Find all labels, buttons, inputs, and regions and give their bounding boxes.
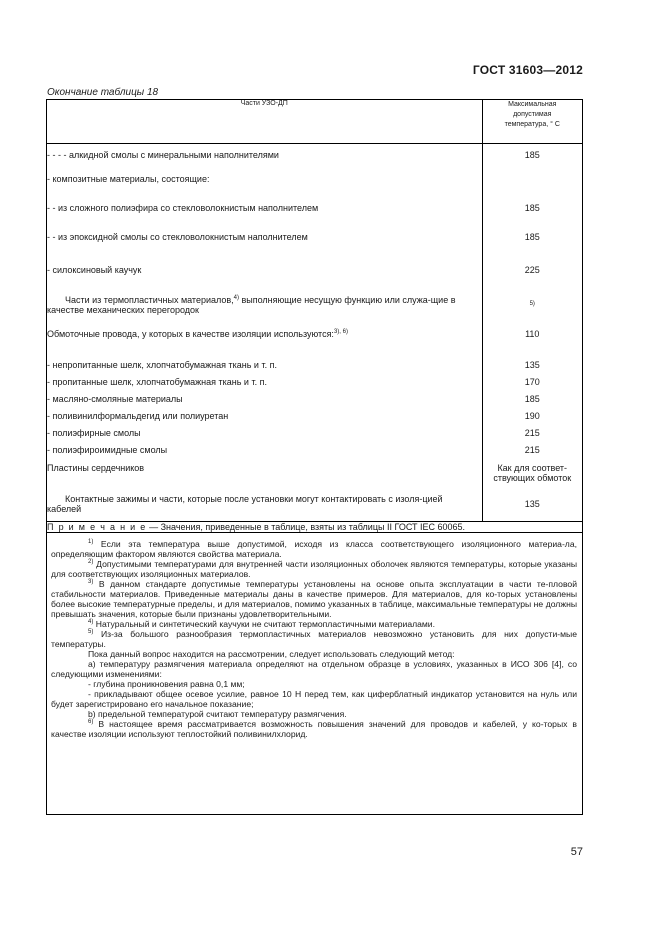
footnote-ref: 5) (529, 301, 535, 307)
footnote (51, 659, 577, 679)
row-value: 110 (525, 329, 540, 339)
row-label: - силоксиновый каучук (47, 265, 482, 295)
footnote (51, 679, 577, 689)
table-row (47, 203, 582, 232)
row-label-text: Контактные зажимы и части, которые после установки могут контактировать с изоля-цией кабелей (47, 494, 443, 514)
row-label: - пропитанные шелк, хлопчатобумажная ткань и т. п. (47, 377, 482, 394)
footnote-marker: 4) (88, 619, 94, 625)
row-value: 185 (524, 232, 540, 242)
row-label: - - из сложного полиэфира со стекловолокнистым наполнителем (47, 203, 482, 232)
row-label (47, 494, 482, 522)
table-frame (46, 99, 583, 815)
footnote-text: - глубина проникновения равна 0,1 мм; (88, 679, 245, 689)
table-caption: Окончание таблицы 18 (47, 87, 159, 98)
table-row (47, 144, 582, 175)
footnote-text: Пока данный вопрос находится на рассмотрении, следует использовать следующий метод: (88, 649, 455, 659)
table-row (47, 463, 582, 494)
row-label-part: Части из термопластичных материалов, (65, 295, 234, 305)
row-value: 190 (524, 411, 540, 421)
footnote (51, 629, 577, 649)
table-row (47, 411, 582, 428)
row-label: - полиэфироимидные смолы (47, 445, 482, 463)
page-number: 57 (570, 846, 583, 858)
column-header-line: температура, ° С (504, 121, 560, 128)
footnote-marker: 6) (88, 719, 94, 725)
footnote-marker: 1) (88, 539, 94, 545)
row-value: 185 (524, 203, 540, 213)
footnote-text: В настоящее время рассматривается возможность повышения значений для проводов и кабелей, у ко-торых в качестве изоляции используют теплостойкий поливинилхлорид. (51, 719, 577, 739)
row-label-part: Обмоточные провода, у которых в качестве изоляции используются: (47, 329, 334, 339)
row-value (482, 295, 582, 329)
row-value: 215 (524, 445, 540, 455)
row-value: 170 (524, 377, 540, 387)
row-label: - непропитанные шелк, хлопчатобумажная ткань и т. п. (47, 360, 482, 377)
table-note (47, 522, 582, 533)
table-note-row (47, 522, 582, 533)
footnote-text: Если эта температура выше допустимой, исходя из класса соответствующего изоляционного материа-ла, определяющим фактором являются свойства материала. (51, 539, 577, 559)
table-row (47, 428, 582, 445)
footnote-text: а) температуру размягчения материала определяют на отдельном образце в условиях, указанных в ИСО 306 [4], со следующими изменениями: (51, 659, 577, 679)
row-value: 135 (524, 499, 540, 509)
row-label: - - из эпоксидной смолы со стекловолокнистым наполнителем (47, 232, 482, 265)
footnote-text: - прикладывают общее осевое усилие, равное 10 Н перед тем, как циферблатный индикатор установится на нуль или будет зарегистрировано его начальное показание; (51, 689, 577, 709)
row-value: 135 (524, 360, 540, 370)
footnote-text: В данном стандарте допустимые температуры установлены на основе опыта эксплуатации в части те-пловой стабильности материалов. Приведенные материалы даны в качестве примеров. Для материалов, для ко-торых установлены более высокие температурные пределы, и для материалов, помимо указанных в таблице, максимальные температуры не должны превышать значения, которые были признаны удовлетворительными. (51, 579, 577, 619)
footnote (51, 719, 577, 739)
note-prefix: П р и м е ч а н и е (47, 522, 147, 532)
row-label: - полиэфирные смолы (47, 428, 482, 445)
footnote-text: Натуральный и синтетический каучуки не считают термопластичными материалами. (93, 619, 435, 629)
row-label: - - - - алкидной смолы с минеральными наполнителями (47, 144, 482, 175)
footnote-ref: 4) (233, 295, 239, 301)
footnote (51, 709, 577, 719)
row-value-line: ствующих обмоток (493, 473, 572, 483)
table-header-row (47, 100, 582, 144)
footnote (51, 559, 577, 579)
row-value (482, 174, 582, 203)
temperature-table (47, 100, 582, 533)
row-label: Пластины сердечников (47, 463, 482, 494)
column-header-line: допустимая (513, 111, 552, 118)
table-row (47, 494, 582, 522)
footnotes (47, 533, 582, 739)
standard-code: ГОСТ 31603—2012 (472, 63, 583, 77)
footnote-marker: 3) (88, 579, 94, 585)
footnote-ref: 3), 6) (333, 329, 348, 335)
column-header-max-temp (482, 100, 582, 144)
row-label (47, 295, 482, 329)
footnote (51, 619, 577, 629)
table-row (47, 394, 582, 411)
table-row (47, 232, 582, 265)
column-header-parts: Части УЗО-ДП (47, 100, 482, 144)
note-text: — Значения, приведенные в таблице, взяты из таблицы II ГОСТ IEC 60065. (146, 522, 466, 532)
table-row (47, 265, 582, 295)
row-label-part: выполняющие несущую функцию или служа-щие в качестве механических перегородок (47, 295, 456, 315)
footnote-text: b) предельной температурой считают температуру размягчения. (88, 709, 347, 719)
row-value: 185 (524, 394, 540, 404)
row-value: 215 (524, 428, 540, 438)
row-label: - поливинилформальдегид или полиуретан (47, 411, 482, 428)
row-value: 225 (524, 265, 540, 275)
table-row (47, 377, 582, 394)
footnote (51, 539, 577, 559)
row-label: - масляно-смоляные материалы (47, 394, 482, 411)
row-value-line: Как для соответ- (497, 463, 568, 473)
row-label: - композитные материалы, состоящие: (47, 174, 482, 203)
table-row (47, 360, 582, 377)
column-header-line: Максимальная (508, 101, 557, 108)
footnote (51, 579, 577, 619)
footnote (51, 689, 577, 709)
footnote-marker: 5) (88, 629, 94, 635)
table-row (47, 445, 582, 463)
row-value: 185 (524, 150, 540, 160)
footnote-text: Допустимыми температурами для внутренней части изоляционных оболочек являются температуры, которые указаны для соответствующих изоляционных материалов. (51, 559, 577, 579)
row-value (482, 463, 582, 494)
footnote-text: Из-за большого разнообразия термопластичных материалов невозможно установить для них допусти-мые температуры. (51, 629, 577, 649)
footnote-marker: 2) (88, 559, 94, 565)
row-label (47, 329, 482, 360)
table-row (47, 295, 582, 329)
table-row (47, 174, 582, 203)
footnote (51, 649, 577, 659)
table-row (47, 329, 582, 360)
